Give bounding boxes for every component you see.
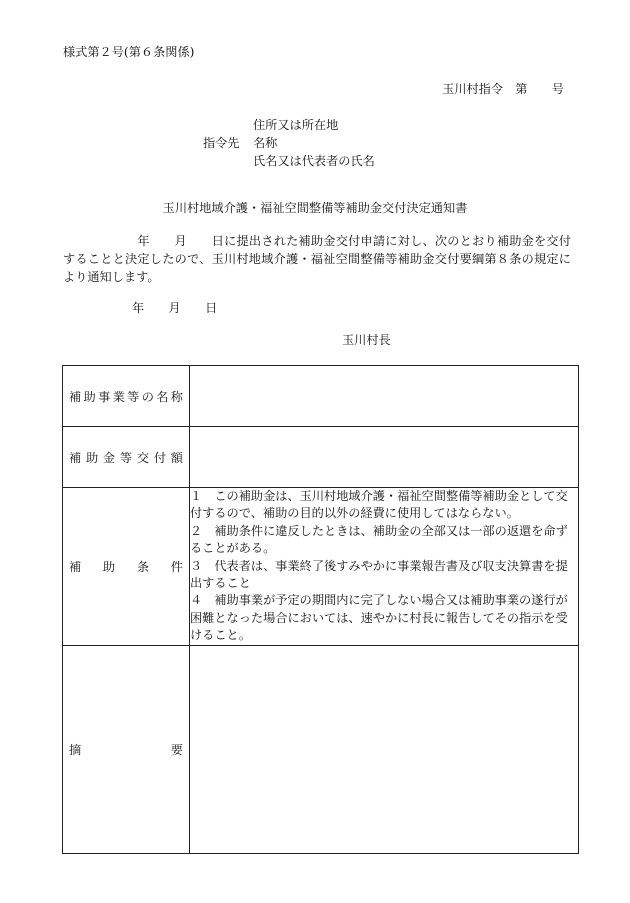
project-name-label: 補助事業等の名称 bbox=[63, 366, 190, 427]
form-number: 様式第２号(第６条関係) bbox=[63, 45, 195, 59]
conditions-cell bbox=[190, 488, 579, 646]
condition-item: １ この補助金は、玉川村地域介護・福祉空間整備等補助金として交付するので、補助の目的以外の経費に使用してはならない。 bbox=[190, 489, 568, 521]
table-row-grant-amount bbox=[63, 427, 579, 488]
remarks-value bbox=[190, 645, 579, 853]
conditions-label: 補助条件 bbox=[63, 488, 190, 646]
condition-item: ２ 補助条件に違反したときは、補助金の全部又は一部の返還を命ずることがある。 bbox=[190, 523, 568, 556]
body-text: 年 月 日に提出された補助金交付申請に対し、次のとおり補助金を交付することと決定したので、玉川村地域介護・福祉空間整備等補助金交付要綱第８条の規定により通知します。 bbox=[63, 234, 571, 284]
recipient-label: 指令先 bbox=[203, 136, 240, 150]
recipient-block bbox=[203, 116, 375, 170]
grant-amount-value bbox=[190, 427, 579, 488]
order-number: 玉川村指令 第 号 bbox=[442, 82, 564, 96]
condition-item: ３ 代表者は、事業終了後すみやかに事業報告書及び収支決算書を提出すること bbox=[190, 558, 568, 591]
info-table bbox=[62, 365, 579, 854]
remarks-label: 摘要 bbox=[63, 645, 190, 853]
table-row-project-name bbox=[63, 366, 579, 427]
document-title: 玉川村地域介護・福祉空間整備等補助金交付決定通知書 bbox=[162, 201, 468, 215]
grant-amount-label: 補助金等交付額 bbox=[63, 427, 190, 488]
condition-item: ４ 補助事業が予定の期間内に完了しない場合又は補助事業の遂行が困難となった場合においては、速やかに村長に報告してその指示を受けること。 bbox=[190, 593, 568, 643]
project-name-value bbox=[190, 366, 579, 427]
recipient-address: 住所又は所在地 bbox=[253, 118, 339, 132]
table-row-remarks bbox=[63, 645, 579, 853]
recipient-name: 名称 bbox=[253, 136, 278, 150]
recipient-representative: 氏名又は代表者の氏名 bbox=[253, 154, 375, 168]
issuer: 玉川村長 bbox=[342, 333, 391, 347]
issue-date: 年 月 日 bbox=[132, 301, 218, 315]
table-row-conditions bbox=[63, 488, 579, 646]
